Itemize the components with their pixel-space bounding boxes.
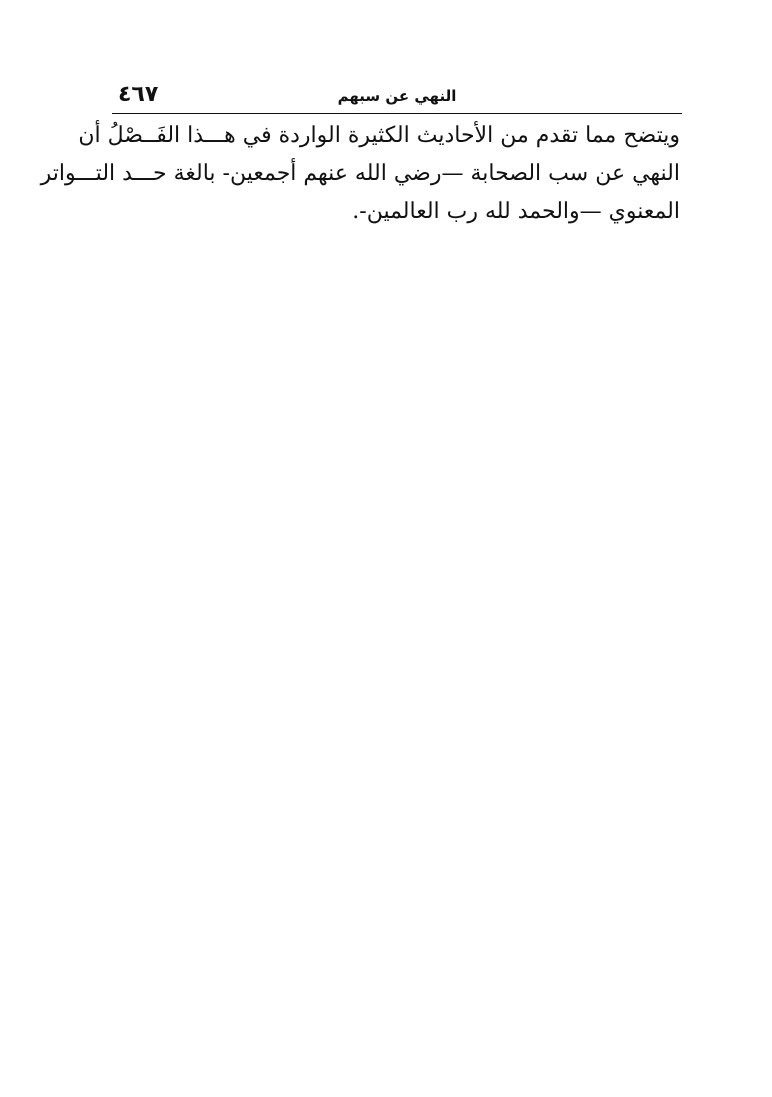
text-line-3: المعنوي —والحمد لله رب العالمين-. [352, 199, 680, 224]
text-line-2: النهي عن سب الصحابة —رضي الله عنهم أجمعين- بالغة حـــد التـــواتر [40, 161, 680, 186]
page-number: ٤٦٧ [118, 82, 159, 107]
text-line-1: ويتضح مما تقدم من الأحاديث الكثيرة الواردة في هـــذا الفَــصْلُ أن [78, 123, 680, 148]
body-paragraph [40, 117, 680, 231]
running-title: النهي عن سبهم [337, 87, 457, 105]
header-rule [112, 113, 682, 114]
page-header [114, 82, 680, 112]
